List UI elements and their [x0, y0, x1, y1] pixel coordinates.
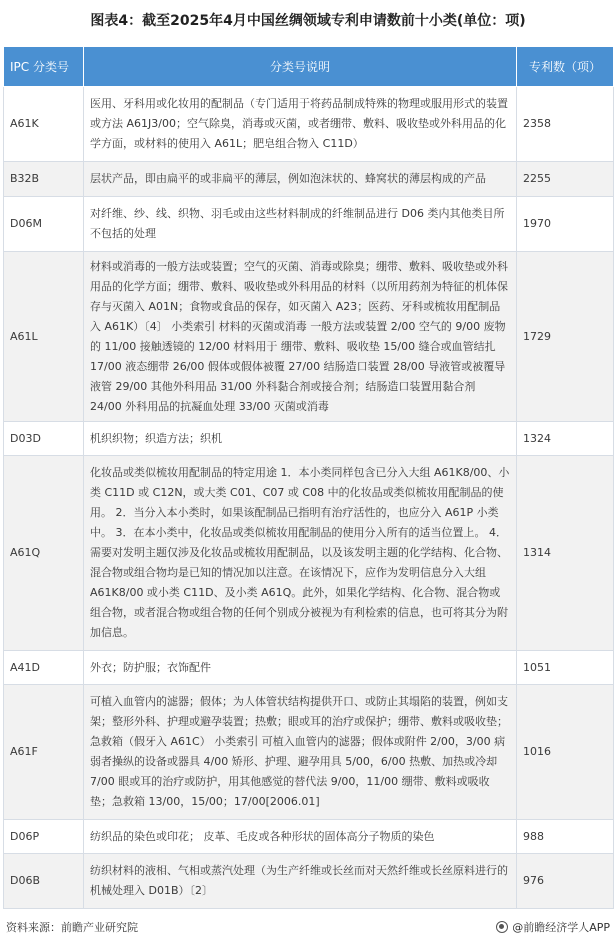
row-description: 纺织材料的液相、气相或蒸汽处理（为生产纤维或长丝而对天然纤维或长丝原料进行的机械处理入 D01B）〔2〕: [84, 854, 517, 909]
row-count: 988: [517, 820, 614, 854]
row-code: D06B: [4, 854, 84, 909]
row-description: 外衣；防护服；衣饰配件: [84, 651, 517, 685]
row-count: 1016: [517, 685, 614, 820]
table-row: [4, 87, 614, 162]
source-note: 资料来源：前瞻产业研究院: [6, 921, 138, 934]
row-count: 1051: [517, 651, 614, 685]
table-row: [4, 422, 614, 456]
row-code: A61F: [4, 685, 84, 820]
row-code: D06P: [4, 820, 84, 854]
row-count: 2358: [517, 87, 614, 162]
table-row: [4, 685, 614, 820]
row-count: 1970: [517, 197, 614, 252]
row-code: A41D: [4, 651, 84, 685]
row-count: 1314: [517, 456, 614, 651]
brand-logo-icon: [496, 921, 508, 933]
row-code: A61L: [4, 252, 84, 422]
patent-table-container: [3, 46, 613, 907]
table-row: [4, 854, 614, 909]
row-count: 1729: [517, 252, 614, 422]
table-header-row: [4, 47, 614, 87]
header-ipc-code: IPC 分类号: [4, 47, 84, 87]
table-row: [4, 197, 614, 252]
row-description: 材料或消毒的一般方法或装置；空气的灭菌、消毒或除臭；绷带、敷料、吸收垫或外科用品的化学方面；绷带、敷料、吸收垫或外科用品的材料（以所用药剂为特征的机体保存与灭菌入 A01N；食物或食品的保存，如灭菌入 A23；医药、牙科或梳妆用配制品入 A61K）〔4〕 小类索引 材料的灭菌或消毒 一般方法或装置 2/00 空气的 9/00 废物的 11/00 接触透镜的 12/00 材料用于 绷带、敷料、吸收垫 15/00 缝合或血管结扎 17/00 液态绷带 26/00 假体或假体被覆 27/00 结肠造口装置 28/00 导液管或被覆导液管 29/00 其他外科用品 31/00 外科黏合剂或接合剂；结肠造口装置用黏合剂 24/00 外科用品的抗凝血处理 33/00 灭菌或消毒: [84, 252, 517, 422]
brand-label: @前瞻经济学人APP: [512, 921, 610, 934]
row-description: 层状产品，即由扁平的或非扁平的薄层，例如泡沫状的、蜂窝状的薄层构成的产品: [84, 162, 517, 197]
table-row: [4, 456, 614, 651]
row-count: 2255: [517, 162, 614, 197]
row-description: 纺织品的染色或印花； 皮革、毛皮或各种形状的固体高分子物质的染色: [84, 820, 517, 854]
row-count: 1324: [517, 422, 614, 456]
table-row: [4, 162, 614, 197]
header-description: 分类号说明: [84, 47, 517, 87]
row-description: 可植入血管内的滤器；假体；为人体管状结构提供开口、或防止其塌陷的装置，例如支架；整形外科、护理或避孕装置；热敷；眼或耳的治疗或保护；绷带、敷料或吸收垫；急救箱（假牙入 A61C） 小类索引 可植入血管内的滤器；假体或附件 2/00，3/00 病弱者操纵的设备或器具 4/00 矫形、护理、避孕用具 5/00，6/00 热敷、加热或冷却 7/00 眼或耳的治疗或防护，用其他感觉的替代法 9/00，11/00 绷带、敷料或吸收垫；急救箱 13/00，15/00；17/00[2006.01]: [84, 685, 517, 820]
table-row: [4, 252, 614, 422]
patent-table: [3, 46, 614, 909]
row-code: D06M: [4, 197, 84, 252]
row-code: D03D: [4, 422, 84, 456]
row-count: 976: [517, 854, 614, 909]
chart-title: 图表4：截至2025年4月中国丝绸领域专利申请数前十小类(单位：项): [90, 13, 526, 29]
brand-credit: [496, 919, 610, 935]
table-row: [4, 820, 614, 854]
row-description: 机织织物；织造方法；织机: [84, 422, 517, 456]
row-code: B32B: [4, 162, 84, 197]
table-row: [4, 651, 614, 685]
row-code: A61Q: [4, 456, 84, 651]
row-description: 对纤维、纱、线、织物、羽毛或由这些材料制成的纤维制品进行 D06 类内其他类目所不包括的处理: [84, 197, 517, 252]
row-code: A61K: [4, 87, 84, 162]
row-description: 化妆品或类似梳妆用配制品的特定用途 1．本小类同样包含已分入大组 A61K8/00、小类 C11D 或 C12N，或大类 C01、C07 或 C08 中的化妆品或类似梳妆用配制品的使用。 2．当分入本小类时，如果该配制品已指明有治疗活性的，也应分入 A61P 小类中。 3．在本小类中，化妆品或类似梳妆用配制品的使用分入所有的适当位置上。 4．需要对发明主题仅涉及化妆品或梳妆用配制品，以及该发明主题的化学结构、化合物、混合物或组合物均是已知的情况加以注意。在该情况下，应作为发明信息分入大组 A61K8/00 或小类 C11D、及小类 A61Q。此外，如果化学结构、化合物、混合物或组合物，或者混合物或组合物的任何个别成分被视为有利检索的信息，也可将其分为附加信息。: [84, 456, 517, 651]
row-description: 医用、牙科用或化妆用的配制品（专门适用于将药品制成特殊的物理或服用形式的装置或方法 A61J3/00；空气除臭，消毒或灭菌，或者绷带、敷料、吸收垫或外科用品的化学方面，或材料的使用入 A61L；肥皂组合物入 C11D）: [84, 87, 517, 162]
header-patent-count: 专利数（项）: [517, 47, 614, 87]
footer: [6, 914, 610, 940]
